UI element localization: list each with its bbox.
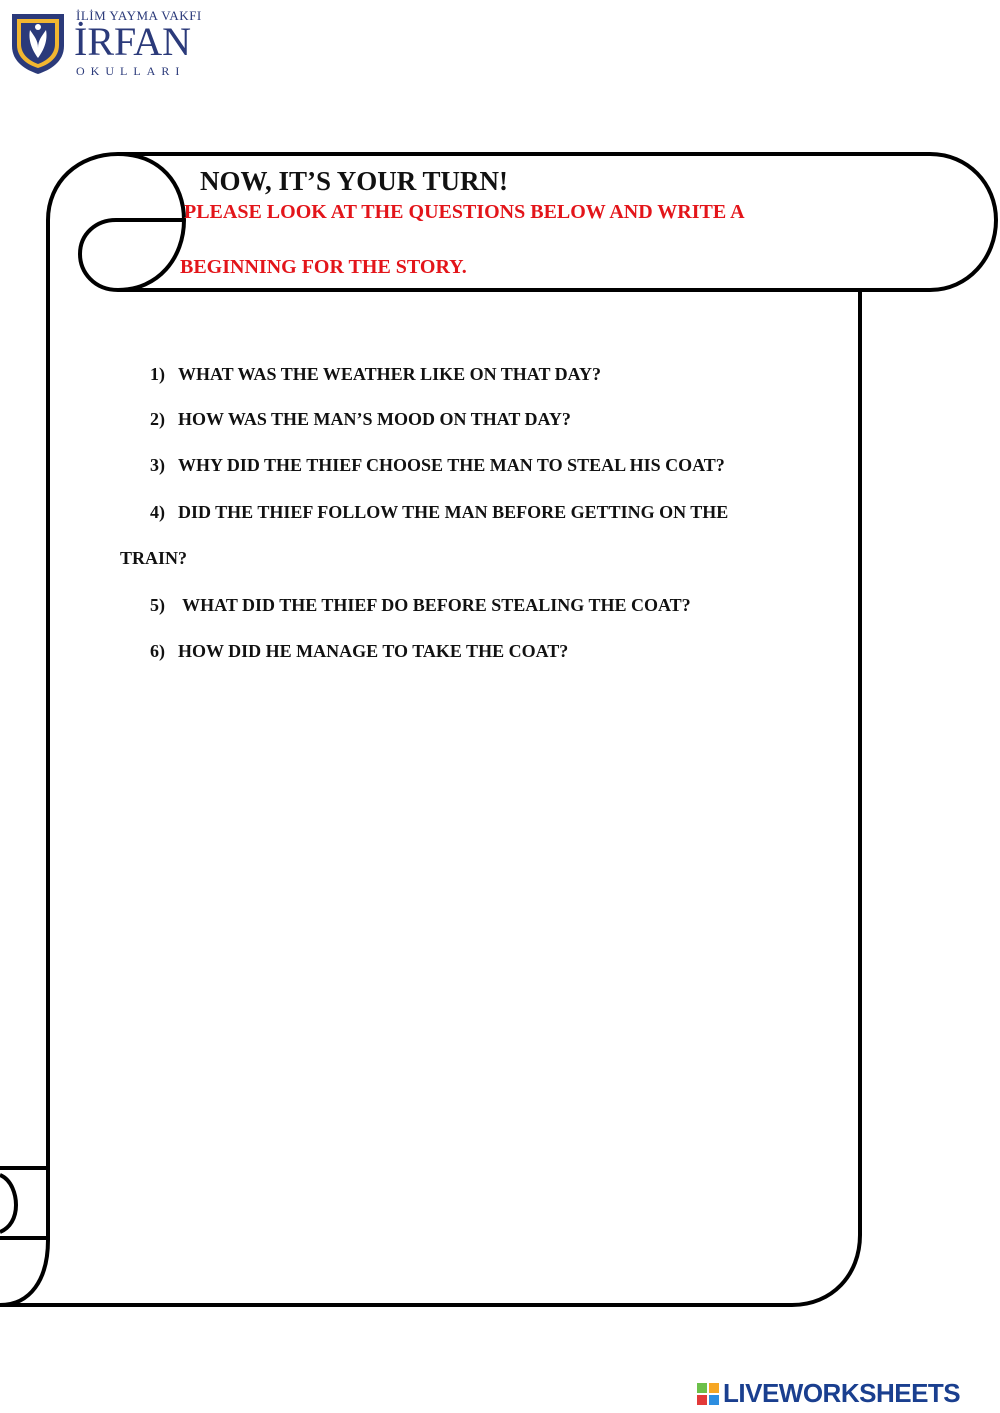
logo-top-text: İLİM YAYMA VAKFI bbox=[76, 8, 202, 23]
instruction-line-2: BEGINNING FOR THE STORY. bbox=[180, 256, 467, 278]
page-title: NOW, IT’S YOUR TURN! bbox=[200, 166, 509, 196]
liveworksheets-footer[interactable] bbox=[697, 1378, 997, 1408]
question-item bbox=[150, 455, 725, 476]
scroll-right-edge bbox=[0, 290, 860, 1305]
question-number: 5) bbox=[150, 595, 165, 615]
logo-sub-text: OKULLARI bbox=[76, 64, 186, 78]
question-item bbox=[150, 641, 568, 662]
scroll-top-curl bbox=[48, 154, 184, 290]
question-number: 3) bbox=[150, 455, 165, 475]
question-text: HOW WAS THE MAN’S MOOD ON THAT DAY? bbox=[178, 409, 571, 429]
question-number: 4) bbox=[150, 502, 165, 522]
question-text: WHAT WAS THE WEATHER LIKE ON THAT DAY? bbox=[178, 364, 601, 384]
question-number: 1) bbox=[150, 364, 165, 384]
question-text: DID THE THIEF FOLLOW THE MAN BEFORE GETTING ON THE bbox=[178, 502, 729, 522]
liveworksheets-badge-icon bbox=[697, 1383, 719, 1405]
instruction-line-1: PLEASE LOOK AT THE QUESTIONS BELOW AND WRITE A bbox=[184, 201, 745, 223]
question-number: 6) bbox=[150, 641, 165, 661]
logo-main-text: İRFAN bbox=[74, 19, 192, 64]
scroll-bottom-roll bbox=[0, 1168, 48, 1305]
question-item bbox=[150, 595, 691, 616]
question-text: WHAT DID THE THIEF DO BEFORE STEALING THE COAT? bbox=[178, 595, 691, 615]
question-item bbox=[150, 502, 728, 523]
question-text: HOW DID HE MANAGE TO TAKE THE COAT? bbox=[178, 641, 569, 661]
question-continuation: TRAIN? bbox=[120, 548, 188, 568]
question-item bbox=[150, 364, 601, 385]
liveworksheets-brand: LIVEWORKSHEETS bbox=[723, 1378, 961, 1408]
question-number: 2) bbox=[150, 409, 165, 429]
question-text: WHY DID THE THIEF CHOOSE THE MAN TO STEAL HIS COAT? bbox=[178, 455, 725, 475]
question-item bbox=[150, 409, 571, 430]
